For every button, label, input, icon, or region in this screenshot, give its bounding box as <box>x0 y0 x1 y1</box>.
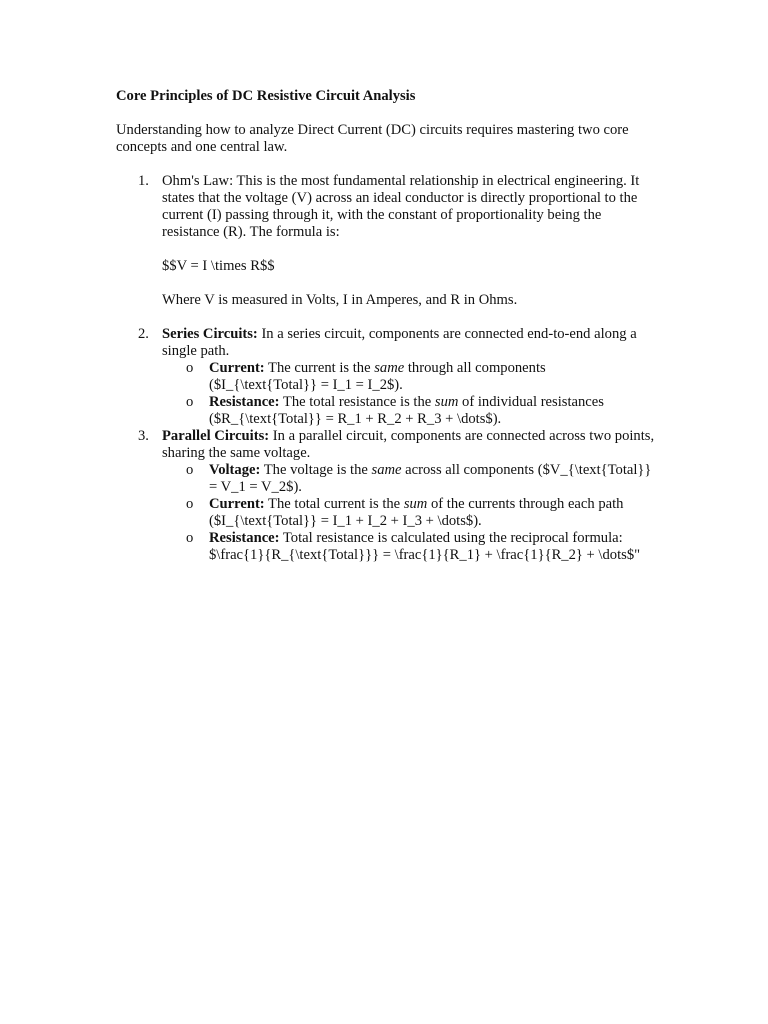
bullet-label: Current: <box>209 496 265 512</box>
list-item-ohms-law <box>116 173 656 326</box>
bullet-marker: o <box>186 462 194 478</box>
series-bullet-resistance <box>162 394 656 428</box>
bullet-text-pre: The total resistance is the <box>279 394 435 410</box>
parallel-circuits-heading: Parallel Circuits: <box>162 428 270 444</box>
series-bullet-current <box>162 360 656 394</box>
bullet-emphasis: same <box>374 360 405 376</box>
series-bullets <box>162 360 656 428</box>
bullet-marker: o <box>186 496 194 512</box>
bullet-marker: o <box>186 394 194 410</box>
parallel-circuits-text <box>162 428 656 462</box>
parallel-bullet-voltage <box>162 462 656 496</box>
bullet-text-post: through all components ($I_{\text{Total}} = I_1 = I_2$). <box>209 360 546 393</box>
parallel-bullet-resistance <box>162 530 656 564</box>
series-circuits-description: In a series circuit, components are connected end-to-end along a single path. <box>162 326 637 359</box>
bullet-label: Resistance: <box>209 394 280 410</box>
list-number: 3. <box>138 428 149 444</box>
series-circuits-heading: Series Circuits: <box>162 326 258 342</box>
intro-paragraph: Understanding how to analyze Direct Current (DC) circuits requires mastering two core concepts and one central law. <box>116 122 629 155</box>
bullet-marker: o <box>186 360 194 376</box>
series-circuits-text <box>162 326 656 360</box>
bullet-text-post: across all components ($V_{\text{Total}} = V_1 = V_2$). <box>209 462 652 495</box>
bullet-text-post: of the currents through each path ($I_{\text{Total}} = I_1 + I_2 + I_3 + \dots$). <box>209 496 624 529</box>
principles-list <box>116 173 656 564</box>
parallel-bullet-current <box>162 496 656 530</box>
document-title: Core Principles of DC Resistive Circuit Analysis <box>116 88 416 104</box>
bullet-label: Current: <box>209 360 265 376</box>
bullet-emphasis: sum <box>403 496 428 512</box>
bullet-text-post: of individual resistances ($R_{\text{Total}} = R_1 + R_2 + R_3 + \dots$). <box>209 394 604 427</box>
parallel-bullets <box>162 462 656 564</box>
bullet-label: Resistance: <box>209 530 280 546</box>
parallel-circuits-description: In a parallel circuit, components are connected across two points, sharing the same voltage. <box>162 428 655 461</box>
bullet-text-pre: The current is the <box>264 360 375 376</box>
bullet-text-pre: Total resistance is calculated using the reciprocal formula: $\frac{1}{R_{\text{Total}}} = \frac{1}{R_1} + \frac{1}{R_2} + \dots$" <box>209 530 641 563</box>
list-item-parallel-circuits <box>116 428 656 564</box>
ohms-law-text: Ohm's Law: This is the most fundamental relationship in electrical engineering. It states that the voltage (V) across an ideal conductor is directly proportional to the current (I) passing through it, with the constant of proportionality being the resistance (R). The formula is: <box>162 173 640 240</box>
list-item-series-circuits <box>116 326 656 428</box>
list-number: 1. <box>138 173 149 189</box>
bullet-emphasis: same <box>371 462 402 478</box>
ohms-law-formula: $$V = I \times R$$ <box>162 258 275 274</box>
bullet-text-pre: The voltage is the <box>260 462 372 478</box>
bullet-text-pre: The total current is the <box>264 496 404 512</box>
bullet-emphasis: sum <box>434 394 459 410</box>
ohms-law-units-note: Where V is measured in Volts, I in Amperes, and R in Ohms. <box>162 292 518 308</box>
document-body <box>116 88 656 564</box>
bullet-label: Voltage: <box>209 462 261 478</box>
list-number: 2. <box>138 326 149 342</box>
bullet-marker: o <box>186 530 194 546</box>
